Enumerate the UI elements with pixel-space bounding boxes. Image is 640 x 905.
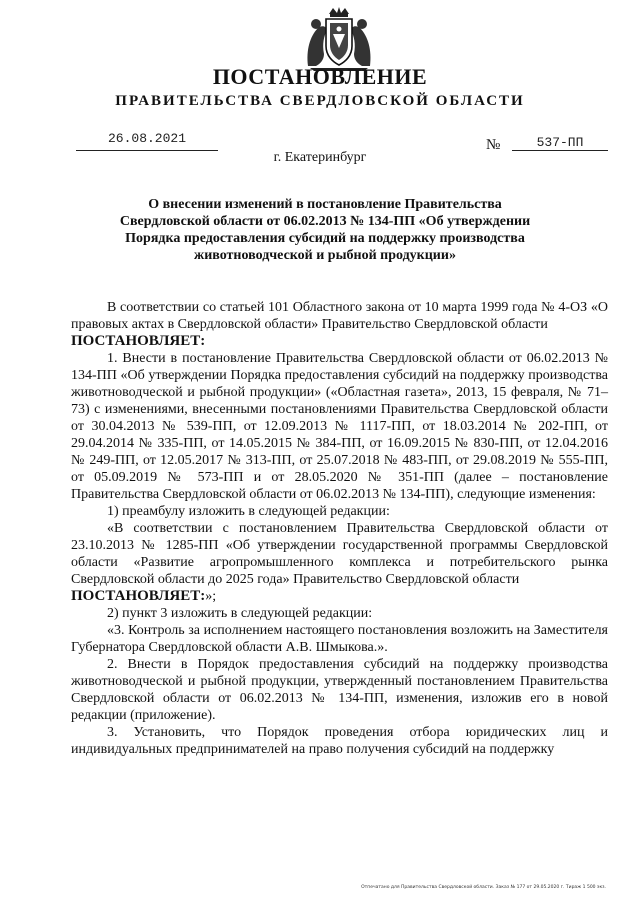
subclause-1: 1) преамбулу изложить в следующей редакции:	[107, 504, 390, 519]
document-subject	[90, 196, 560, 264]
resolves-heading-quoted	[71, 588, 608, 605]
resolves-quoted-tail: »;	[205, 589, 217, 604]
document-number: 537-ПП	[536, 135, 584, 150]
document-title: ПОСТАНОВЛЕНИЕ	[212, 64, 428, 89]
coat-of-arms-icon	[302, 6, 376, 72]
print-footer: Отпечатано для Правительства Свердловской области. Заказ № 177 от 29.05.2020 г. Тираж 1 500 экз.	[361, 885, 606, 890]
subject-line: животноводческой и рыбной продукции»	[194, 248, 456, 263]
document-body	[71, 299, 608, 758]
clause-3: 3. Установить, что Порядок проведения отбора юридических лиц и индивидуальных предпринимателей на право получения субсидий на поддержку	[71, 725, 608, 757]
quote-preamble: «В соответствии с постановлением Правительства Свердловской области от 23.10.2013 № 1285-ПП «Об утверждении государственной программы Свердловской области «Развитие агропромышленного комплекса и потребительского рынка Свердловской области до 2025 года» Правительство Свердловской области	[71, 521, 608, 587]
subject-line: О внесении изменений в постановление Правительства	[148, 197, 502, 212]
subclause-2: 2) пункт 3 изложить в следующей редакции:	[107, 606, 373, 621]
subject-line: Свердловской области от 06.02.2013 № 134-ПП «Об утверждении	[119, 214, 531, 229]
quote-clause-3: «3. Контроль за исполнением настоящего постановления возложить на Заместителя Губернатора Свердловской области А.В. Шмыкова.».	[71, 623, 608, 655]
document-date: 26.08.2021	[107, 131, 186, 146]
clause-1: 1. Внести в постановление Правительства Свердловской области от 06.02.2013 № 134-ПП «Об утверждении Порядка предоставления субсидий на поддержку производства животноводческой и рыбной продукции» («Областная газета», 2013, 15 февраля, № 71–73) с изменениями, внесенными постановлениями Правительства Свердловской области от 30.04.2013 № 539-ПП, от 12.09.2013 № 1117-ПП, от 18.03.2014 № 202-ПП, от 29.04.2014 № 335-ПП, от 14.05.2015 № 384-ПП, от 16.09.2015 № 830-ПП, от 12.04.2016 № 249-ПП, от 12.05.2017 № 313-ПП, от 25.07.2018 № 483-ПП, от 29.08.2019 № 555-ПП, от 05.09.2019 № 573-ПП и от 28.05.2020 № 351-ПП (далее – постановление Правительства Свердловской области от 06.02.2013 № 134-ПП), следующие изменения:	[71, 351, 608, 502]
resolves-quoted-word: ПОСТАНОВЛЯЕТ:	[71, 588, 206, 604]
document-issuer: ПРАВИТЕЛЬСТВА СВЕРДЛОВСКОЙ ОБЛАСТИ	[115, 93, 525, 109]
intro-paragraph: В соответствии со статьей 101 Областного закона от 10 марта 1999 года № 4-ОЗ «О правовых актах в Свердловской области» Правительство Свердловской области	[71, 300, 608, 332]
subject-line: Порядка предоставления субсидий на поддержку производства	[125, 231, 525, 246]
number-sign: №	[486, 137, 501, 153]
document-city: г. Екатеринбург	[273, 150, 367, 165]
clause-2: 2. Внести в Порядок предоставления субсидий на поддержку производства животноводческой и рыбной продукции, утвержденный постановлением Правительства Свердловской области от 06.02.2013 № 134-ПП, изменения, изложив его в новой редакции (приложение).	[71, 657, 608, 723]
resolves-heading: ПОСТАНОВЛЯЕТ:	[71, 333, 206, 349]
